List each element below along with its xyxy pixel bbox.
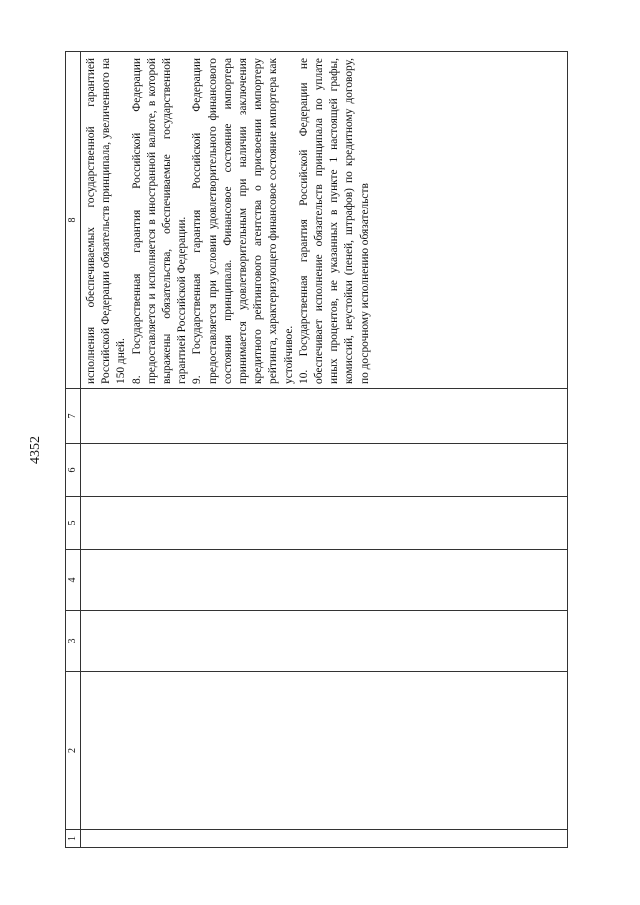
continuation-paragraph: исполнения обеспечиваемых государственной гарантией Российской Федерации обязательств принципала, увеличенного на 150 дней. <box>85 58 128 384</box>
col-header-4: 4 <box>66 550 81 611</box>
cell-col-3 <box>81 611 568 672</box>
col-header-6: 6 <box>66 444 81 497</box>
cell-col-1 <box>81 830 568 848</box>
clause-8: 8. Государственная гарантия Российской Федерации предоставляется и исполняется в иностранной валюте, в которой выражены обязательства, обеспечиваемые государственной гарантией Российской Федерации. <box>130 58 189 384</box>
table-row <box>81 52 568 848</box>
cell-col-2 <box>81 672 568 830</box>
page-number: 4352 <box>28 436 43 464</box>
cell-col-7 <box>81 389 568 444</box>
col-header-3: 3 <box>66 611 81 672</box>
conditions-text <box>81 52 373 388</box>
col-header-8: 8 <box>66 52 81 389</box>
col-header-2: 2 <box>66 672 81 830</box>
cell-col-8 <box>81 52 568 389</box>
cell-col-6 <box>81 444 568 497</box>
clause-9: 9. Государственная гарантия Российской Федерации предоставляется при условии удовлетворительного финансового состояния принципала. Финансовое состояние импортера принимается удовлетворительным при наличии заключения кредитного рейтингового агентства о присвоении импортеру рейтинга, характеризующего финансовое состояние импортера как устойчивое. <box>191 58 295 384</box>
col-header-1: 1 <box>66 830 81 848</box>
column-number-row <box>66 52 81 848</box>
data-table <box>65 51 568 848</box>
col-header-5: 5 <box>66 497 81 550</box>
cell-col-4 <box>81 550 568 611</box>
clause-10: 10. Государственная гарантия Российской Федерации не обеспечивает исполнение обязательств принципала по уплате иных процентов, не указанных в пункте 1 настоящей графы, комиссий, неустойки (пеней, штрафов) по кредитному договору, по досрочному исполнению обязательств <box>297 58 371 384</box>
col-header-7: 7 <box>66 389 81 444</box>
cell-col-5 <box>81 497 568 550</box>
